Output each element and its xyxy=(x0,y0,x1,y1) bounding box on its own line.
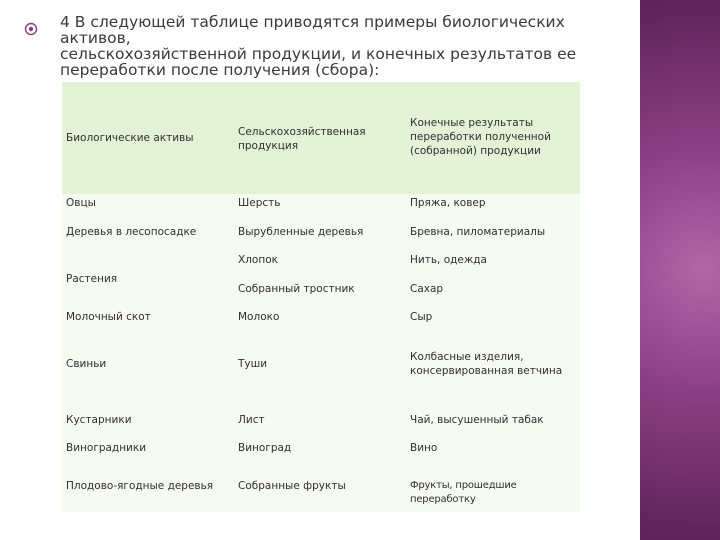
side-band-divider xyxy=(637,0,640,540)
row-0-result: Пряжа, ковер xyxy=(410,197,486,209)
row-6-product: Виноград xyxy=(238,442,292,454)
row-3-result: Сыр xyxy=(410,311,433,323)
row-7-product: Собранные фрукты xyxy=(238,480,346,492)
row-4-product: Туши xyxy=(238,358,268,370)
row-7-asset: Плодово-ягодные деревья xyxy=(66,480,214,492)
intro-paragraph: 4 В следующей таблице приводятся примеры биологических активов, сельскохозяйственной продукции, и конечных результатов ее переработки после получения (сбора): xyxy=(60,13,577,79)
row-7-result: Фрукты, прошедшие переработку xyxy=(410,480,517,505)
bullet-icon xyxy=(24,22,38,36)
header-cell-assets: Биологические активы xyxy=(66,132,194,144)
assets-table xyxy=(62,82,580,512)
row-4-result: Колбасные изделия, консервированная ветчина xyxy=(410,351,563,377)
row-0-product: Шерсть xyxy=(238,197,281,209)
row-5-result: Чай, высушенный табак xyxy=(410,414,544,426)
row-2-product-1: Хлопок xyxy=(238,254,278,266)
row-6-asset: Виноградники xyxy=(66,442,147,454)
row-2-result-1: Нить, одежда xyxy=(410,254,487,266)
row-2-asset: Растения xyxy=(66,273,118,285)
row-2-result-2: Сахар xyxy=(410,283,444,295)
row-4-asset: Свиньи xyxy=(66,358,107,370)
decorative-side-band xyxy=(640,0,720,540)
row-0-asset: Овцы xyxy=(66,197,96,209)
row-5-asset: Кустарники xyxy=(66,414,132,426)
row-1-product: Вырубленные деревья xyxy=(238,226,364,238)
row-3-product: Молоко xyxy=(238,311,280,323)
row-5-product: Лист xyxy=(238,414,265,426)
row-6-result: Вино xyxy=(410,442,438,454)
row-2-product-2: Собранный тростник xyxy=(238,283,355,295)
header-cell-results: Конечные результаты переработки полученной (собранной) продукции xyxy=(410,117,551,157)
row-1-result: Бревна, пиломатериалы xyxy=(410,226,546,238)
row-3-asset: Молочный скот xyxy=(66,311,151,323)
header-cell-products: Сельскохозяйственная продукция xyxy=(238,126,366,152)
row-1-asset: Деревья в лесопосадке xyxy=(66,226,197,238)
